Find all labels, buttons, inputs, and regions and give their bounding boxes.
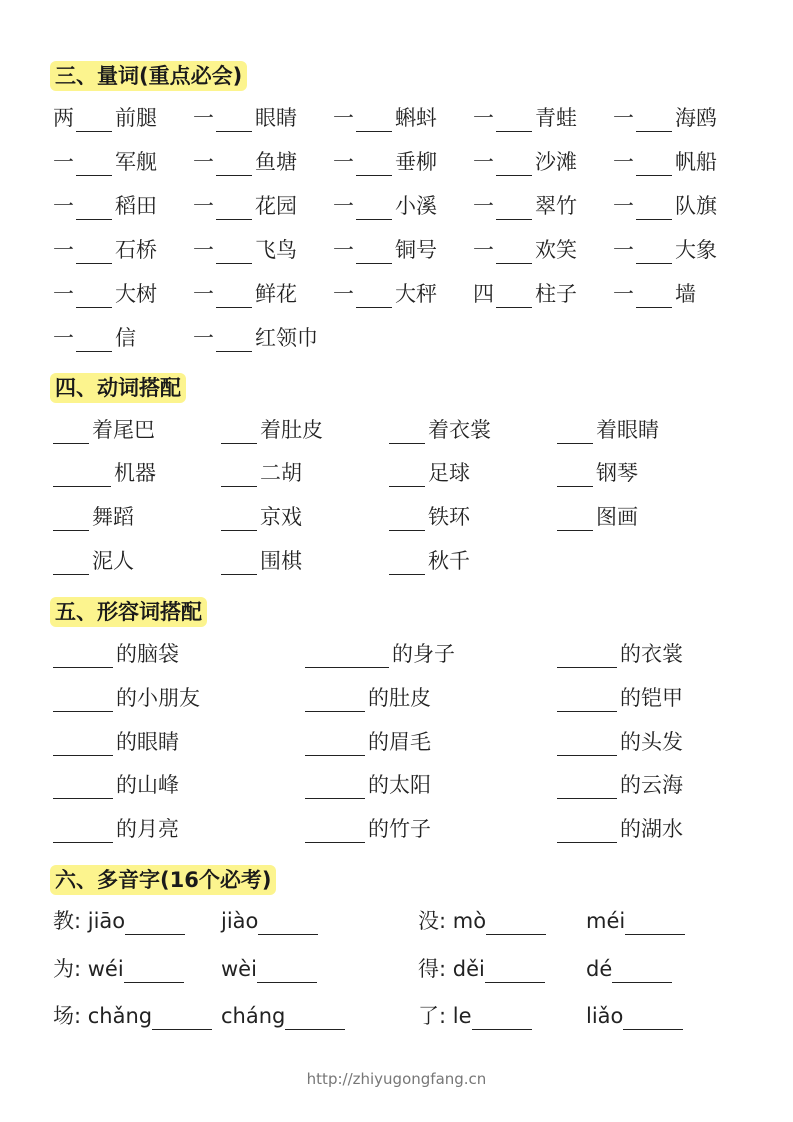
polyphone-reading: jiào — [221, 909, 259, 933]
adjective-item — [305, 684, 431, 712]
measure-item — [473, 148, 577, 176]
answer-blank[interactable] — [216, 285, 252, 308]
adjective-item — [53, 640, 179, 668]
answer-blank[interactable] — [472, 1007, 532, 1030]
verb-item — [389, 503, 470, 531]
answer-blank[interactable] — [496, 109, 532, 132]
adjective-word: 的衣裳 — [620, 642, 683, 666]
polyphone-reading: 场: chǎng — [53, 1004, 153, 1028]
measure-prefix: 一 — [193, 194, 214, 218]
answer-blank[interactable] — [557, 645, 617, 668]
answer-blank[interactable] — [53, 645, 113, 668]
answer-blank[interactable] — [216, 241, 252, 264]
answer-blank[interactable] — [557, 820, 617, 843]
polyphone-item — [221, 955, 320, 983]
polyphone-reading: 为: wéi — [53, 957, 124, 981]
measure-prefix: 一 — [473, 150, 494, 174]
adjective-word: 的月亮 — [116, 817, 179, 841]
answer-blank[interactable] — [216, 197, 252, 220]
answer-blank[interactable] — [305, 689, 365, 712]
adjective-item — [557, 815, 683, 843]
adjective-word: 的竹子 — [368, 817, 431, 841]
polyphone-item — [221, 907, 321, 935]
adjective-word: 的眉毛 — [368, 730, 431, 754]
measure-word: 大树 — [115, 282, 157, 306]
footer-url[interactable]: http://zhiyugongfang.cn — [306, 1070, 487, 1088]
polyphone-reading: méi — [586, 909, 626, 933]
adjective-word: 的铠甲 — [620, 686, 683, 710]
answer-blank[interactable] — [216, 109, 252, 132]
measure-prefix: 四 — [473, 282, 494, 306]
adjective-item — [305, 640, 455, 668]
answer-blank[interactable] — [389, 464, 425, 487]
measure-prefix: 一 — [193, 106, 214, 130]
measure-prefix: 一 — [473, 106, 494, 130]
measure-word: 蝌蚪 — [395, 106, 437, 130]
measure-item — [473, 236, 577, 264]
answer-blank[interactable] — [305, 820, 365, 843]
answer-blank[interactable] — [53, 733, 113, 756]
answer-blank[interactable] — [221, 552, 257, 575]
answer-blank[interactable] — [76, 329, 112, 352]
adjective-word: 的小朋友 — [116, 686, 200, 710]
measure-word: 信 — [115, 326, 136, 350]
answer-blank[interactable] — [356, 109, 392, 132]
measure-prefix: 一 — [333, 194, 354, 218]
answer-blank[interactable] — [76, 197, 112, 220]
answer-blank[interactable] — [389, 508, 425, 531]
measure-word: 大象 — [675, 238, 717, 262]
measure-word: 红领巾 — [255, 326, 318, 350]
measure-word: 铜号 — [395, 238, 437, 262]
answer-blank[interactable] — [557, 464, 593, 487]
measure-prefix: 一 — [613, 282, 634, 306]
measure-item — [613, 236, 717, 264]
measure-word: 小溪 — [395, 194, 437, 218]
answer-blank[interactable] — [612, 960, 672, 983]
answer-blank[interactable] — [636, 197, 672, 220]
answer-blank[interactable] — [636, 109, 672, 132]
measure-item — [333, 104, 437, 132]
answer-blank[interactable] — [216, 329, 252, 352]
measure-prefix: 一 — [613, 238, 634, 262]
verb-item — [221, 416, 323, 444]
verb-item — [221, 547, 302, 575]
measure-prefix: 一 — [333, 106, 354, 130]
measure-item — [613, 280, 696, 308]
measure-word: 石桥 — [115, 238, 157, 262]
polyphone-item — [221, 1002, 348, 1030]
answer-blank[interactable] — [221, 421, 257, 444]
measure-item — [193, 324, 318, 352]
answer-blank[interactable] — [356, 241, 392, 264]
measure-item — [193, 192, 297, 220]
measure-word: 柱子 — [535, 282, 577, 306]
verb-word: 铁环 — [428, 505, 470, 529]
adjective-item — [305, 771, 431, 799]
answer-blank[interactable] — [356, 153, 392, 176]
measure-prefix: 一 — [193, 238, 214, 262]
adjective-item — [53, 684, 200, 712]
adjective-word: 的脑袋 — [116, 642, 179, 666]
measure-word: 稻田 — [115, 194, 157, 218]
answer-blank[interactable] — [125, 912, 185, 935]
verb-word: 钢琴 — [596, 461, 638, 485]
measure-prefix: 一 — [53, 282, 74, 306]
measure-item — [613, 104, 717, 132]
answer-blank[interactable] — [496, 241, 532, 264]
adjective-word: 的肚皮 — [368, 686, 431, 710]
adjective-item — [53, 728, 179, 756]
adjective-item — [305, 815, 431, 843]
measure-item — [473, 280, 577, 308]
polyphone-reading: 了: le — [418, 1004, 472, 1028]
answer-blank[interactable] — [305, 776, 365, 799]
measure-word: 眼睛 — [255, 106, 297, 130]
answer-blank[interactable] — [636, 241, 672, 264]
measure-item — [333, 236, 437, 264]
answer-blank[interactable] — [53, 552, 89, 575]
polyphone-item — [586, 907, 688, 935]
measure-prefix: 一 — [333, 150, 354, 174]
measure-item — [53, 148, 157, 176]
answer-blank[interactable] — [486, 912, 546, 935]
measure-prefix: 两 — [53, 106, 74, 130]
answer-blank[interactable] — [636, 153, 672, 176]
verb-item — [389, 547, 470, 575]
section-heading-adjective-pairs: 五、形容词搭配 — [50, 597, 207, 627]
measure-prefix: 一 — [333, 238, 354, 262]
polyphone-item — [586, 955, 675, 983]
answer-blank[interactable] — [557, 689, 617, 712]
measure-prefix: 一 — [53, 194, 74, 218]
answer-blank[interactable] — [285, 1007, 345, 1030]
measure-word: 队旗 — [675, 194, 717, 218]
verb-word: 舞蹈 — [92, 505, 134, 529]
polyphone-item — [53, 1002, 215, 1030]
polyphone-item — [53, 907, 188, 935]
polyphone-reading: liǎo — [586, 1004, 624, 1028]
section-heading-measure-words: 三、量词(重点必会) — [50, 61, 247, 91]
answer-blank[interactable] — [496, 197, 532, 220]
adjective-item — [557, 684, 683, 712]
measure-word: 飞鸟 — [255, 238, 297, 262]
measure-word: 军舰 — [115, 150, 157, 174]
measure-prefix: 一 — [53, 238, 74, 262]
measure-item — [53, 280, 157, 308]
measure-item — [193, 280, 297, 308]
answer-blank[interactable] — [356, 197, 392, 220]
measure-word: 海鸥 — [675, 106, 717, 130]
verb-item — [389, 416, 491, 444]
verb-item — [557, 416, 659, 444]
measure-word: 墙 — [675, 282, 696, 306]
verb-word: 足球 — [428, 461, 470, 485]
answer-blank[interactable] — [124, 960, 184, 983]
measure-prefix: 一 — [333, 282, 354, 306]
measure-item — [193, 104, 297, 132]
adjective-item — [557, 640, 683, 668]
polyphone-reading: 没: mò — [418, 909, 487, 933]
answer-blank[interactable] — [53, 689, 113, 712]
verb-word: 围棋 — [260, 549, 302, 573]
measure-item — [193, 148, 297, 176]
measure-prefix: 一 — [613, 194, 634, 218]
answer-blank[interactable] — [389, 421, 425, 444]
measure-prefix: 一 — [473, 238, 494, 262]
adjective-word: 的云海 — [620, 773, 683, 797]
verb-item — [557, 503, 638, 531]
answer-blank[interactable] — [53, 776, 113, 799]
measure-item — [53, 192, 157, 220]
verb-word: 着衣裳 — [428, 418, 491, 442]
polyphone-reading: dé — [586, 957, 613, 981]
measure-item — [473, 104, 577, 132]
answer-blank[interactable] — [76, 285, 112, 308]
polyphone-item — [53, 955, 187, 983]
answer-blank[interactable] — [53, 820, 113, 843]
measure-prefix: 一 — [193, 282, 214, 306]
answer-blank[interactable] — [625, 912, 685, 935]
measure-word: 鱼塘 — [255, 150, 297, 174]
answer-blank[interactable] — [221, 508, 257, 531]
verb-word: 着眼睛 — [596, 418, 659, 442]
measure-word: 青蛙 — [535, 106, 577, 130]
answer-blank[interactable] — [76, 109, 112, 132]
answer-blank[interactable] — [623, 1007, 683, 1030]
answer-blank[interactable] — [76, 153, 112, 176]
measure-item — [333, 280, 437, 308]
measure-word: 翠竹 — [535, 194, 577, 218]
measure-item — [613, 148, 717, 176]
measure-item — [333, 192, 437, 220]
verb-word: 秋千 — [428, 549, 470, 573]
verb-item — [53, 547, 134, 575]
adjective-item — [53, 815, 179, 843]
answer-blank[interactable] — [257, 960, 317, 983]
answer-blank[interactable] — [305, 733, 365, 756]
adjective-word: 的头发 — [620, 730, 683, 754]
answer-blank[interactable] — [53, 464, 111, 487]
answer-blank[interactable] — [76, 241, 112, 264]
answer-blank[interactable] — [258, 912, 318, 935]
answer-blank[interactable] — [216, 153, 252, 176]
measure-item — [333, 148, 437, 176]
verb-item — [53, 503, 134, 531]
verb-item — [53, 416, 155, 444]
answer-blank[interactable] — [356, 285, 392, 308]
answer-blank[interactable] — [557, 776, 617, 799]
answer-blank[interactable] — [557, 421, 593, 444]
polyphone-reading: cháng — [221, 1004, 286, 1028]
measure-word: 鲜花 — [255, 282, 297, 306]
answer-blank[interactable] — [496, 153, 532, 176]
section-heading-polyphones: 六、多音字(16个必考) — [50, 865, 276, 895]
answer-blank[interactable] — [53, 421, 89, 444]
measure-item — [193, 236, 297, 264]
verb-item — [221, 503, 302, 531]
adjective-item — [557, 728, 683, 756]
measure-word: 大秤 — [395, 282, 437, 306]
adjective-item — [557, 771, 683, 799]
section-heading-verb-pairs: 四、动词搭配 — [50, 373, 186, 403]
measure-prefix: 一 — [193, 150, 214, 174]
verb-word: 京戏 — [260, 505, 302, 529]
answer-blank[interactable] — [221, 464, 257, 487]
measure-item — [473, 192, 577, 220]
measure-item — [53, 236, 157, 264]
answer-blank[interactable] — [485, 960, 545, 983]
answer-blank[interactable] — [305, 645, 389, 668]
measure-prefix: 一 — [613, 150, 634, 174]
verb-item — [53, 459, 156, 487]
measure-prefix: 一 — [53, 326, 74, 350]
adjective-item — [305, 728, 431, 756]
measure-word: 沙滩 — [535, 150, 577, 174]
measure-word: 花园 — [255, 194, 297, 218]
polyphone-reading: 得: děi — [418, 957, 485, 981]
polyphone-reading: 教: jiāo — [53, 909, 126, 933]
measure-item — [53, 324, 136, 352]
polyphone-item — [418, 1002, 535, 1030]
answer-blank[interactable] — [557, 733, 617, 756]
verb-word: 二胡 — [260, 461, 302, 485]
adjective-word: 的山峰 — [116, 773, 179, 797]
verb-word: 着尾巴 — [92, 418, 155, 442]
adjective-word: 的湖水 — [620, 817, 683, 841]
verb-word: 泥人 — [92, 549, 134, 573]
answer-blank[interactable] — [152, 1007, 212, 1030]
measure-item — [613, 192, 717, 220]
measure-word: 欢笑 — [535, 238, 577, 262]
measure-prefix: 一 — [193, 326, 214, 350]
adjective-item — [53, 771, 179, 799]
answer-blank[interactable] — [496, 285, 532, 308]
measure-prefix: 一 — [473, 194, 494, 218]
answer-blank[interactable] — [636, 285, 672, 308]
measure-word: 帆船 — [675, 150, 717, 174]
adjective-word: 的太阳 — [368, 773, 431, 797]
verb-item — [221, 459, 302, 487]
polyphone-item — [418, 955, 548, 983]
verb-word: 机器 — [114, 461, 156, 485]
answer-blank[interactable] — [53, 508, 89, 531]
polyphone-item — [418, 907, 549, 935]
polyphone-item — [586, 1002, 686, 1030]
answer-blank[interactable] — [557, 508, 593, 531]
measure-word: 前腿 — [115, 106, 157, 130]
polyphone-reading: wèi — [221, 957, 257, 981]
measure-word: 垂柳 — [395, 150, 437, 174]
answer-blank[interactable] — [389, 552, 425, 575]
verb-word: 着肚皮 — [260, 418, 323, 442]
verb-item — [389, 459, 470, 487]
verb-word: 图画 — [596, 505, 638, 529]
verb-item — [557, 459, 638, 487]
adjective-word: 的眼睛 — [116, 730, 179, 754]
adjective-word: 的身子 — [392, 642, 455, 666]
measure-prefix: 一 — [53, 150, 74, 174]
measure-item — [53, 104, 157, 132]
measure-prefix: 一 — [613, 106, 634, 130]
